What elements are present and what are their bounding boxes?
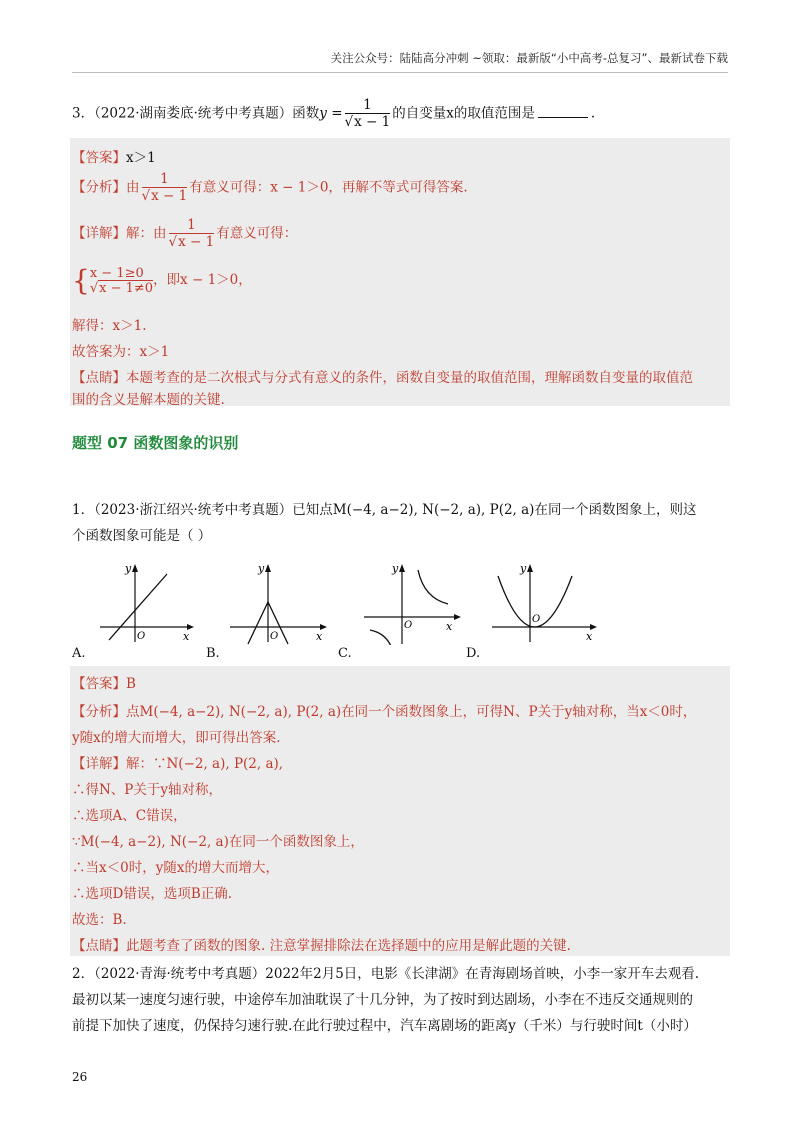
q3-func-y: y = bbox=[319, 105, 343, 122]
q1-analysis-1: 【分析】点M(−4, a−2), N(−2, a), P(2, a)在同一个函数图象上，可得N、P关于y轴对称，当x＜0时， bbox=[72, 704, 697, 720]
page-number: 26 bbox=[72, 1070, 88, 1084]
q1-detail-5: ∴当x＜0时，y随x的增大而增大， bbox=[72, 860, 279, 876]
origin-label: O bbox=[270, 631, 279, 642]
option-d: D. bbox=[466, 646, 481, 661]
axis-y-label: y bbox=[258, 562, 265, 575]
origin-label: O bbox=[137, 631, 146, 642]
q3-stem: 3．（2022·湖南娄底·统考中考真题）函数y = $\frac{1}{√x - 1}$ 的自变量x的取值范围是 . bbox=[72, 97, 596, 130]
axis-x-label: x bbox=[183, 630, 190, 643]
graph-a bbox=[95, 560, 195, 645]
axis-y-label: y bbox=[392, 562, 399, 575]
q1-analysis-2: y随x的增大而增大，即可得出答案. bbox=[72, 730, 281, 746]
q3-analysis: 【分析】由 $\frac{1}{√x - 1}$ 有意义可得：x − 1＞0，再解不等式可得答案. bbox=[72, 171, 468, 204]
q1-detail-4: ∵M(−4, a−2), N(−2, a)在同一个函数图象上， bbox=[72, 834, 364, 850]
axis-y-label: y bbox=[520, 562, 527, 575]
axis-x-label: x bbox=[446, 620, 453, 633]
graph-c bbox=[362, 560, 462, 645]
q3-answer: 【答案】x＞1 bbox=[72, 150, 156, 166]
q3-comment-2: 围的含义是解本题的关键. bbox=[72, 392, 225, 408]
q3-final: 故答案为：x＞1 bbox=[72, 344, 170, 360]
page-header: 关注公众号：陆陆高分冲刺 ~领取：最新版“小中高考-总复习”、最新试卷下载 bbox=[330, 51, 728, 65]
q1-comment: 【点睛】此题考查了函数的图象. 注意掌握排除法在选择题中的应用是解此题的关键. bbox=[72, 938, 571, 954]
axis-x-label: x bbox=[586, 630, 593, 643]
q2-line1: 2．（2022·青海·统考中考真题）2022年2月5日，电影《长津湖》在青海剧场首映，小李一家开车去观看. bbox=[72, 966, 700, 982]
origin-label: O bbox=[404, 620, 413, 631]
q1-detail-3: ∴选项A、C错误， bbox=[72, 808, 187, 824]
q1-final: 故选：B. bbox=[72, 912, 127, 928]
option-b: B. bbox=[206, 646, 220, 661]
section-title: 题型 07 函数图象的识别 bbox=[72, 434, 239, 452]
q3-fraction: $\frac{1}{√x - 1}$ bbox=[344, 97, 391, 130]
q1-detail-6: ∴选项D错误，选项B正确. bbox=[72, 886, 233, 902]
q3-comment-1: 【点睛】本题考查的是二次根式与分式有意义的条件，函数自变量的取值范围，理解函数自变量的取值范 bbox=[72, 370, 693, 386]
axis-x-label: x bbox=[316, 630, 323, 643]
option-a: A. bbox=[72, 646, 86, 661]
q3-solve: 解得：x＞1. bbox=[72, 318, 147, 334]
graph-b bbox=[228, 560, 328, 645]
q3-detail: 【详解】解：由 $\frac{1}{√x - 1}$ 有意义可得： bbox=[72, 217, 298, 250]
origin-label: O bbox=[532, 614, 541, 625]
header-rule bbox=[72, 72, 728, 73]
q1-detail-2: ∴得N、P关于y轴对称， bbox=[72, 782, 223, 798]
q1-line2: 个函数图象可能是（ ） bbox=[72, 528, 212, 544]
q1-line1: 1．（2023·浙江绍兴·统考中考真题）已知点M(−4, a−2), N(−2, a), P(2, a)在同一个函数图象上，则这 bbox=[72, 502, 697, 518]
graph-d bbox=[490, 560, 600, 645]
q3-system: {x − 1≥0 √x − 1≠0，即x − 1＞0， bbox=[72, 264, 252, 297]
q1-detail-1: 【详解】解：∵N(−2, a), P(2, a), bbox=[72, 756, 284, 772]
q1-answer: 【答案】B bbox=[72, 676, 136, 692]
q3-prefix: 3．（2022·湖南娄底·统考中考真题）函数 bbox=[72, 105, 320, 122]
q3-suffix: 的自变量x的取值范围是 bbox=[392, 105, 535, 122]
answer-blank bbox=[538, 117, 588, 118]
option-c: C. bbox=[338, 646, 352, 661]
axis-y-label: y bbox=[125, 562, 132, 575]
q2-line2: 最初以某一速度匀速行驶，中途停车加油耽误了十几分钟，为了按时到达剧场，小李在不违反交通规则的 bbox=[72, 992, 693, 1008]
q2-line3: 前提下加快了速度，仍保持匀速行驶.在此行驶过程中，汽车离剧场的距离y（千米）与行驶时间t（小时） bbox=[72, 1018, 697, 1034]
